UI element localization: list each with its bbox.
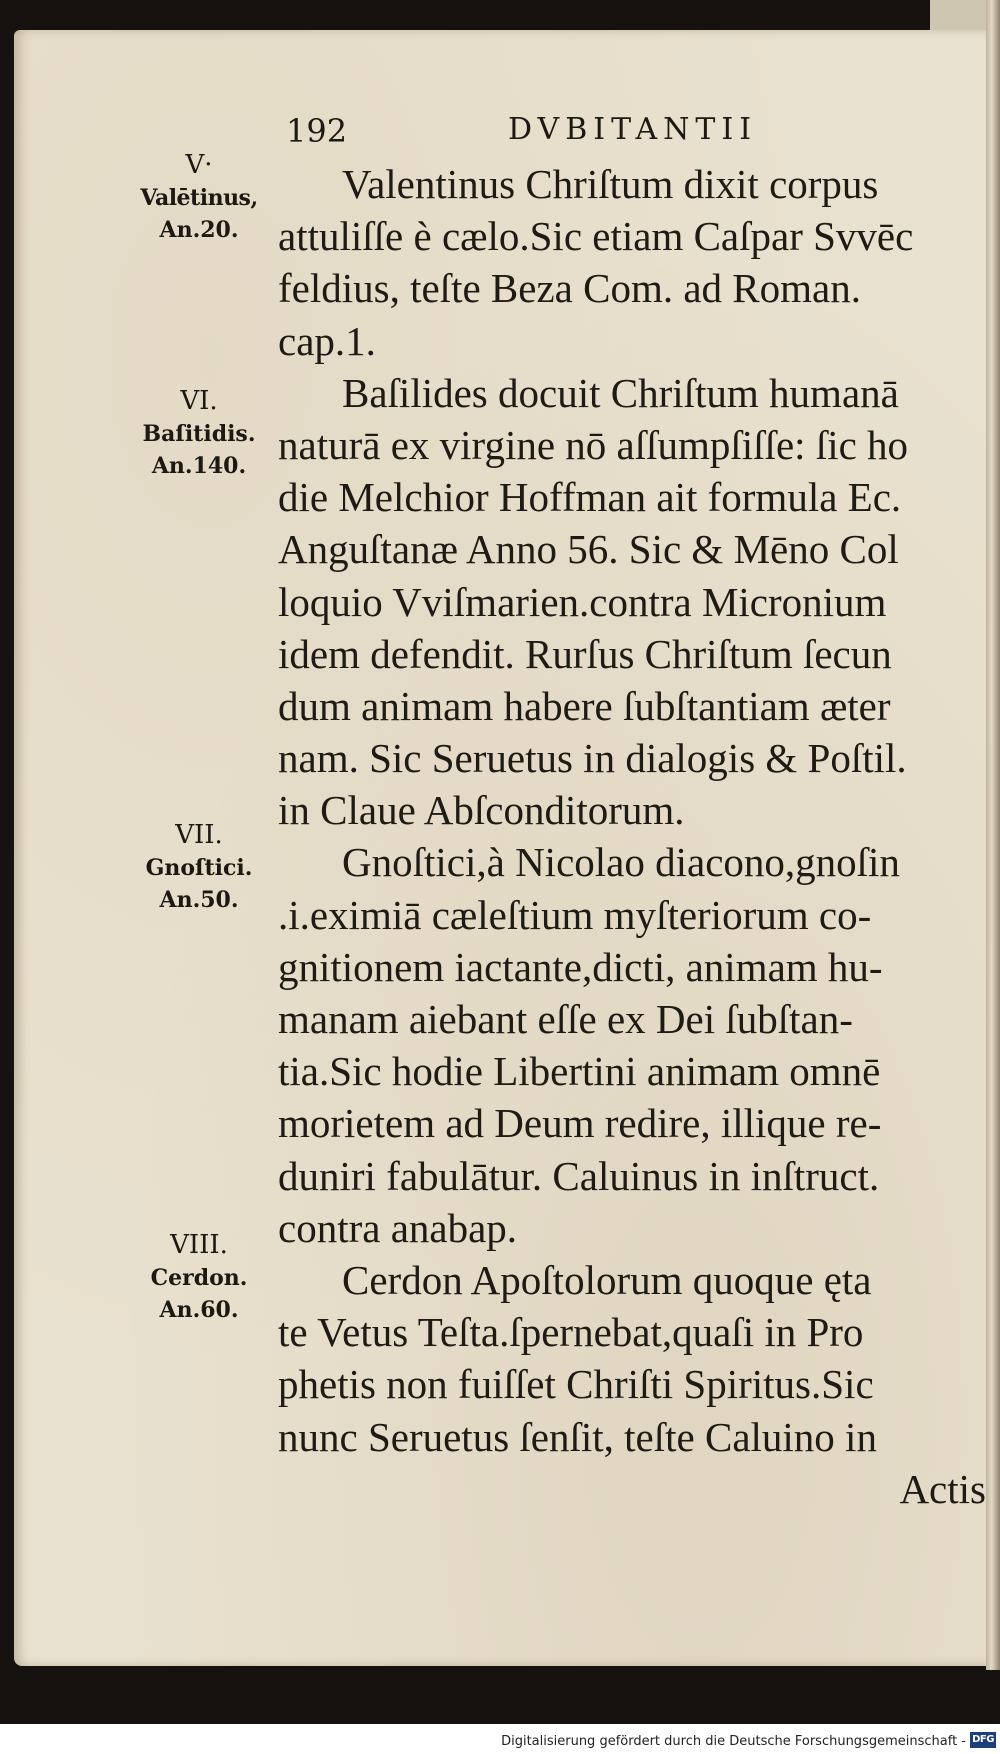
text-line: gnitionem iactante,dicti, animam hu- (278, 943, 883, 990)
margin-note-number: V· (185, 150, 213, 180)
text-line: phetis non fuiſſet Chriſti Spiritus.Sic (278, 1361, 874, 1408)
margin-note-year: An.50. (159, 887, 239, 913)
margin-note-number: VII. (175, 820, 223, 850)
text-line: contra anabap. (278, 1204, 518, 1251)
margin-note-name: Cerdon. (150, 1265, 248, 1291)
dfg-logo: DFG (970, 1732, 996, 1748)
margin-note-number: VIII. (170, 1230, 228, 1260)
page-number: 192 (286, 112, 348, 150)
margin-note-basilides (124, 384, 274, 482)
margin-note-year: An.60. (159, 1297, 239, 1323)
margin-note-number: VI. (180, 386, 218, 416)
text-line: in Claue Abſconditorum. (278, 787, 685, 834)
text-line: nam. Sic Seruetus in dialogis & Poſtil. (278, 735, 907, 782)
text-line: loquio Vviſmarien.contra Micronium (278, 578, 887, 625)
text-line: Valentinus Chriſtum dixit corpus (342, 161, 879, 207)
body-text (278, 158, 990, 1515)
text-line: cap.1. (278, 317, 376, 364)
text-line: morietem ad Deum redire, illique re- (278, 1100, 882, 1147)
text-line: idem defendit. Rurſus Chriſtum ſecun (278, 630, 892, 677)
digitization-footer (0, 1724, 1000, 1754)
text-line: .i.eximiā cæleſtium myſteriorum co- (278, 891, 872, 938)
margin-note-year: An.140. (151, 453, 247, 479)
margin-note-name: Baſitidis. (142, 421, 256, 447)
text-line: attuliſſe è cælo.Sic etiam Caſpar Svvēc (278, 213, 914, 260)
text-line: Baſilides docuit Chriſtum humanā (342, 369, 899, 416)
margin-notes (0, 0, 280, 1754)
catchword: Actis (899, 1465, 986, 1512)
text-line: Cerdon Apoſtolorum quoque ęta (342, 1256, 872, 1303)
text-line: nunc Seruetus ſenſit, teſte Caluino in (278, 1413, 877, 1460)
text-line: dum animam habere ſubſtantiam æter (278, 682, 891, 729)
margin-note-name: Valētinus, (140, 185, 258, 211)
text-line: te Vetus Teſta.ſpernebat,quaſi in Pro (278, 1309, 864, 1356)
margin-note-valentinus (124, 148, 274, 246)
margin-note-year: An.20. (159, 217, 239, 243)
text-line: Anguſtanæ Anno 56. Sic & Mēno Col (278, 526, 899, 573)
margin-note-name: Gnoſtici. (145, 855, 253, 881)
margin-note-cerdon (124, 1228, 274, 1326)
text-line: die Melchior Hoffman ait formula Ec. (278, 474, 902, 521)
text-line: duniri fabulātur. Caluinus in inſtruct. (278, 1152, 880, 1199)
margin-note-gnostici (124, 818, 274, 916)
text-line: feldius, teſte Beza Com. ad Roman. (278, 265, 861, 312)
text-line: Gnoſtici,à Nicolao diacono,gnoſin (342, 839, 900, 886)
page-corner-tab (930, 0, 990, 34)
funding-credit: Digitalisierung gefördert durch die Deutsche Forschungsgemeinschaft - (501, 1734, 966, 1749)
running-title: DVBITANTII (508, 112, 758, 147)
text-line: naturā ex virgine nō aſſumpſiſſe: ſic ho (278, 421, 909, 468)
text-line: manam aiebant eſſe ex Dei ſubſtan- (278, 996, 853, 1042)
text-line: tia.Sic hodie Libertini animam omnē (278, 1048, 881, 1095)
